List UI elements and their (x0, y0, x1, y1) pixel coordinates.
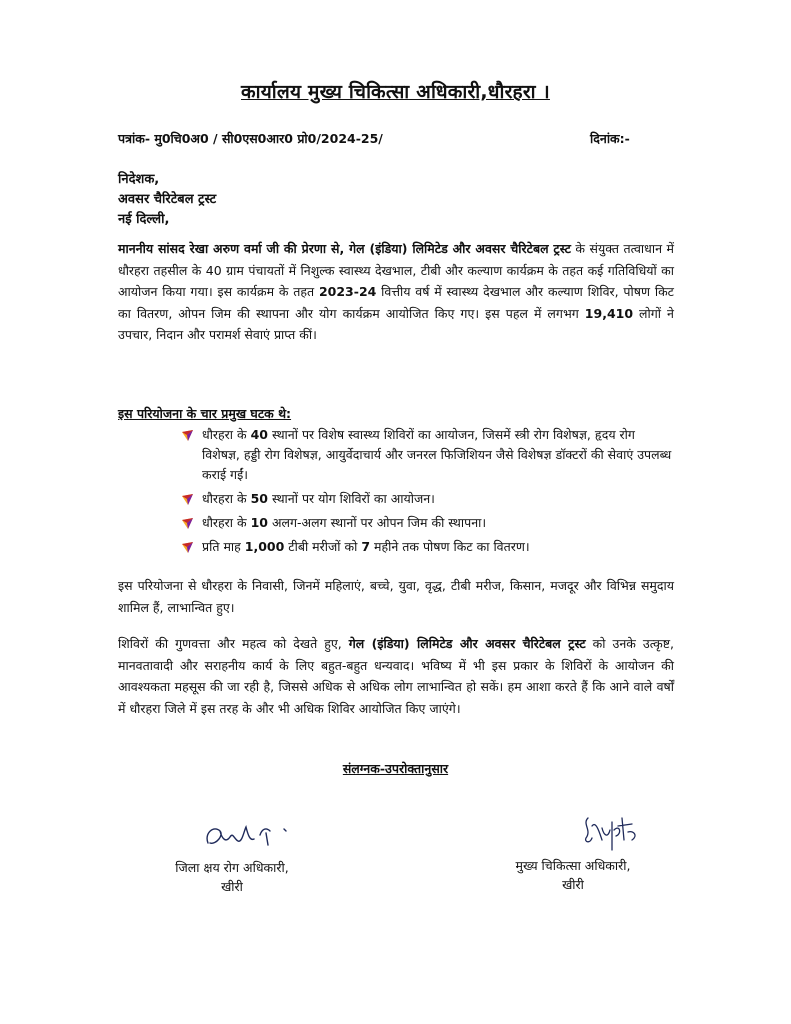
item-pre: धौरहरा के (202, 515, 251, 530)
thanks-bold: गेल (इंडिया) लिमिटेड और अवसर चैरिटेबल ट्रस्ट (348, 636, 586, 651)
beneficiaries-paragraph: इस परियोजना से धौरहरा के निवासी, जिनमें महिलाएं, बच्चे, युवा, वृद्ध, टीबी मरीज, किसान, मजदूर और विभिन्न समुदाय शामिल हैं, लाभान्वित हुए। (118, 578, 674, 615)
components-heading: इस परियोजना के चार प्रमुख घटक थे: (118, 406, 292, 421)
bullet-icon (182, 494, 193, 505)
address-line-3: नई दिल्ली, (118, 212, 170, 227)
date-label: दिनांक:- (590, 131, 630, 146)
left-signatory-place: खीरी (221, 879, 243, 894)
intro-text-2: वित्तीय वर्ष में स्वास्थ्य देखभाल और कल्याण शिविर, पोषण किट का वितरण, ओपन जिम की स्थापना और योग कार्यक्रम आयोजित किए गए। इस पहल में लगभग (118, 284, 674, 321)
intro-text-1: के संयुक्त तत्वाधान में धौरहरा तहसील के 40 ग्राम पंचायतों में निशुल्क स्वास्थ्य देखभाल, टीबी और कल्याण कार्यक्रम के तहत कई गतिविधियों का आयोजन किया गया। इस कार्यक्रम के तहत (118, 241, 674, 299)
item-pre: धौरहरा के (202, 491, 251, 506)
item-number: 50 (250, 491, 268, 506)
enclosure-note: संलग्नक-उपरोक्तानुसार (342, 761, 449, 776)
item-pre: प्रति माह (202, 539, 245, 554)
list-item (180, 489, 676, 509)
bullet-icon (182, 542, 193, 553)
item-number: 10 (250, 515, 268, 530)
left-signatory (152, 858, 312, 896)
intro-count: 19,410 (584, 305, 634, 321)
address-line-1: निदेशक, (118, 172, 160, 187)
left-signature-icon (200, 815, 310, 855)
right-signatory-place: खीरी (562, 877, 584, 892)
bullet-icon (182, 430, 193, 441)
intro-paragraph (118, 238, 674, 346)
intro-text-3: लोगों ने उपचार, निदान और परामर्श सेवाएं प्राप्त कीं। (118, 305, 674, 342)
list-item (180, 537, 676, 557)
item-number-2: 7 (361, 539, 371, 554)
right-signatory-title: मुख्य चिकित्सा अधिकारी, (515, 858, 631, 873)
reference-number: पत्रांक- मु0चि0अ0 / सी0एस0आर0 प्रो0/2024-25/ (118, 131, 383, 146)
left-signatory-title: जिला क्षय रोग अधिकारी, (175, 860, 289, 875)
thanks-text-1: शिविरों की गुणवत्ता और महत्व को देखते हुए, (118, 636, 349, 651)
list-item (180, 513, 676, 533)
intro-year: 2023-24 (318, 284, 377, 299)
thanks-text-2: को उनके उत्कृष्ट, मानवतावादी और सराहनीय कार्य के लिए बहुत-बहुत धन्यवाद। भविष्य में भी इस प्रकार के शिविरों के आयोजन की आवश्यकता महसूस की जा रही है, जिससे अधिक से अधिक लोग लाभान्वित हो सकें। हम आशा करते हैं कि आने वाले वर्षों में धौरहरा जिले में इस तरह के और भी अधिक शिविर आयोजित किए जाएंगे। (118, 636, 674, 716)
thanks-paragraph (118, 633, 674, 719)
item-post: स्थानों पर विशेष स्वास्थ्य शिविरों का आयोजन, जिसमें स्त्री रोग विशेषज्ञ, हृदय रोग विशेषज्ञ, हड्डी रोग विशेषज्ञ, आयुर्वेदाचार्य और जनरल फिजिशियन जैसे विशेषज्ञ डॉक्टरों की सेवाएं उपलब्ध कराई गईं। (202, 427, 672, 482)
recipient-address (118, 170, 216, 230)
intro-bold: माननीय सांसद रेखा अरुण वर्मा जी की प्रेरणा से, गेल (इंडिया) लिमिटेड और अवसर चैरिटेबल ट्रस्ट (118, 241, 571, 256)
item-post: अलग-अलग स्थानों पर ओपन जिम की स्थापना। (267, 515, 487, 530)
item-post: महीने तक पोषण किट का वितरण। (370, 539, 530, 554)
item-number: 40 (250, 427, 268, 442)
item-number: 1,000 (244, 539, 285, 554)
office-title: कार्यालय मुख्य चिकित्सा अधिकारी,धौरहरा । (241, 81, 550, 103)
components-list (180, 425, 676, 561)
item-pre: धौरहरा के (202, 427, 251, 442)
address-line-2: अवसर चैरिटेबल ट्रस्ट (118, 192, 217, 207)
bullet-icon (182, 518, 193, 529)
list-item (180, 425, 676, 485)
right-signatory (498, 856, 648, 894)
right-signature-icon (578, 808, 648, 856)
item-mid: टीबी मरीजों को (284, 539, 362, 554)
item-post: स्थानों पर योग शिविरों का आयोजन। (267, 491, 435, 506)
